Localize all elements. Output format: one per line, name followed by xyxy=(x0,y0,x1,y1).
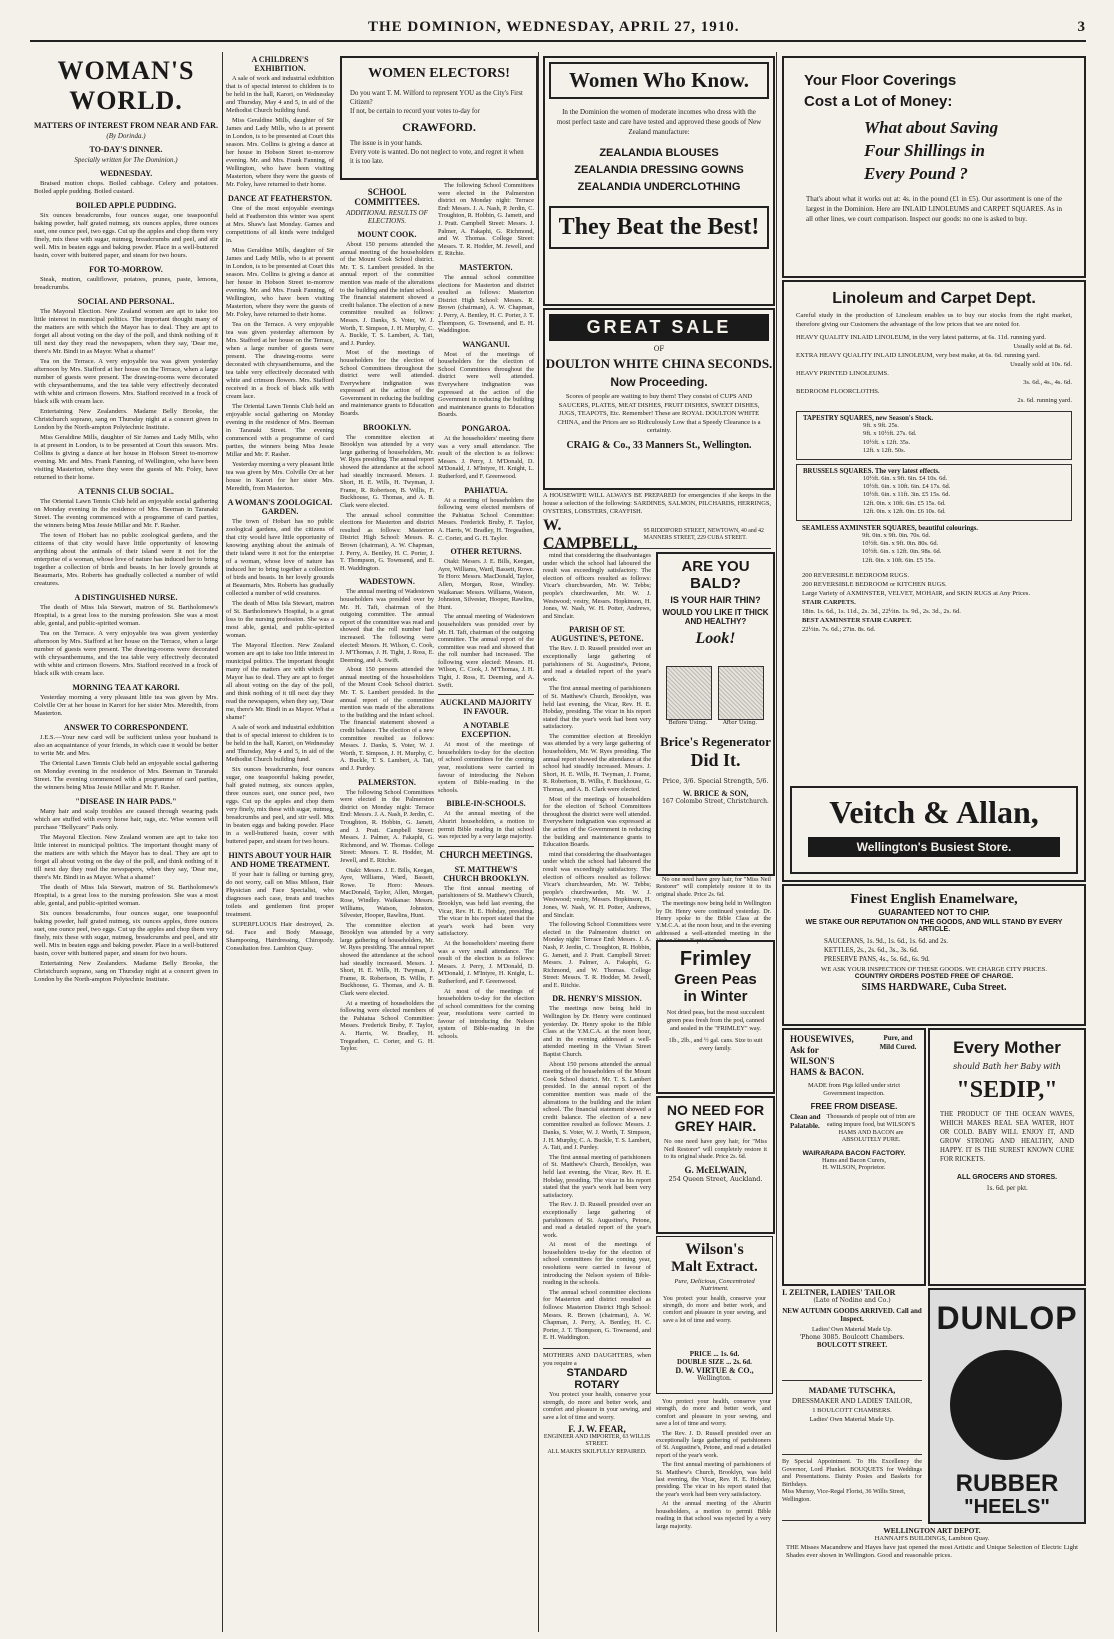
church-text: mind that considering the disadvantages under which the school had laboured the result was exceedingly satisfactory. The election of officers resulted as follows: Vicar's churchwarden, Mr. W. Tebbs; people's churchwarden, Mr. W. J. Westwood; vestry, Messrs. Hopkinson, H. Jones, W. Nash, W. H. Potter, Andrews, and Sinclair. xyxy=(543,552,651,620)
campbell-name: W. CAMPBELL, xyxy=(543,517,638,553)
dunlop-ad xyxy=(928,1288,1086,1524)
school-text: At a meeting of householders the following were elected members of the Pahiatua School Committee: Messrs. Frederick Bruby, F. Taylor, A. Harris, W. Bradley, H. Tregeathen, C. Corter, and G. H. Taylor. xyxy=(438,496,534,542)
hw-h1: HOUSEWIVES, xyxy=(790,1034,854,1044)
veitch-tag: Wellington's Busiest Store. xyxy=(808,837,1060,857)
womans-world-column-2 xyxy=(226,50,334,1630)
personal-text: Tea on the Terrace. A very enjoyable tea was given yesterday afternoon by Mrs. Stafford at her house on the Terrace, when a large number of guests were present. The drawing-rooms were decorated with chrysanthemums, and the tea table very effectively decorated with white and crimson flowers. Mrs. Stafford received in a frock of black silk with cream lace. xyxy=(226,321,334,400)
wwk-items xyxy=(545,145,773,196)
tail-text: The Rev. J. D. Russell presided over an exceptionally large gathering of parishioners of St. Augustine's, Petone, and read a detailed report of the year's work. xyxy=(656,1429,771,1459)
electors-title: WOMEN ELECTORS! xyxy=(368,66,510,81)
tennis-text: The Oriental Lawn Tennis Club held an enjoyable social gathering on Monday evening in the residence of Mrs. Beeman in Taranaki Street. The evening commenced with a programme of card parties, the winners being Miss Jessie Millar and Mr. F. Rasher. xyxy=(34,498,218,529)
lino-line: HEAVY QUALITY INLAID LINOLEUM, in the very latest patterns, at 6s. 11d. running yard. xyxy=(796,334,1047,341)
floor-coverings-ad xyxy=(782,56,1086,278)
parish-text: The first annual meeting of parishioners of St. Matthew's Church, Brooklyn, was held last evening, the Vicar, Rev. H. E. Hobday, presiding. The vicar in his report stated that the year's work had been very satisfactory. xyxy=(543,685,651,731)
school-text: The annual school committee elections for Masterton and district resulted as follows: Masterton District High School: Messrs. R. Brown (chairman), A. W. Chapman, J. Perry, A. Bentley, H. C. Porter, J. T. Thompson, G. Townsend, and E. H. Waddington. xyxy=(438,273,534,335)
zeltner-ad xyxy=(782,1288,922,1381)
stair-heading: STAIR CARPETS. xyxy=(802,599,856,607)
school-text: The committee election at Brooklyn was attended by a very large gathering of householders, Mr. W. Ryes presiding. The annual report showed the attendance at the school had steadily increased. Messrs. J. Short, H. E. Wills, H. Twyman, J. Frame, R. Robertson, B. Willis, F. Buckhouse, G. Thomas, and A. B. Clark were elected. xyxy=(340,921,434,998)
wwk-footer: They Beat the Best! xyxy=(549,206,769,249)
school-text: Most of the meetings of householders for the election of School Committees throughout the district were well attended. Everywhere indignation was expressed at the action of the Government in reducing the building and maintenance grants to Education Boards. xyxy=(340,349,434,418)
brussels-item: 12ft. 0in. x 12ft. 0in. £6 10s. 6d. xyxy=(863,508,946,516)
stair-prices: 18in. 1s. 6d., 1s. 11d., 2s. 3d., 22½in. 1s. 9d., 2s. 3d., 2s. 6d. xyxy=(802,608,961,616)
enamelware-ad xyxy=(782,884,1086,1026)
brussels-item: 10½ft. 6in. x 9ft. 6in. £4 10s. 6d. xyxy=(863,474,948,482)
frimley-text: Not dried peas, but the most succulent green peas fresh from the pod, canned and sealed in the "FRIMLEY" way. xyxy=(666,1009,765,1032)
schools-title: SCHOOL COMMITTEES. xyxy=(354,187,420,207)
tail-column xyxy=(656,1398,771,1630)
personal-text: The Oriental Lawn Tennis Club held an enjoyable social gathering on Monday evening in the residence of Mrs. Beeman in Taranaki Street. The evening commenced with a programme of card parties, the winners being Miss Jessie Millar and Mr. F. Rasher. xyxy=(226,403,334,458)
page-number: 3 xyxy=(1077,18,1086,35)
school-heading: PONGAROA. xyxy=(461,424,511,434)
school-text: Otaki: Messrs. J. E. Bills, Keegan, Ayre, Williams, Ward, Bassett, Rowe. Te Horo: Messrs. MacDonald, Taylor, Allen, Morgan, Rose, Windley. Waikanae: Messrs. Williams, Watson, Johnston, Silvester, Hooper, Rawlins, Hunt. xyxy=(438,558,534,611)
column-rule xyxy=(538,52,539,1632)
nurse-text: The death of Miss Isla Stewart, matron of St. Bartholomew's Hospital, is a great loss to the nursing profession. She was a most able, genial, and public-spirited woman. xyxy=(34,604,218,627)
school-text: Otaki: Messrs. J. E. Bills, Keegan, Ayre, Williams, Ward, Bassett, Rowe. Te Horo: Messrs. MacDonald, Taylor, Allen, Morgan, Rose, Windley. Waikanae: Messrs. Williams, Watson, Johnston, Silvester, Hooper, Rawlins, Hunt. xyxy=(340,866,434,920)
electors-line: The issue is in your hands. xyxy=(350,140,423,147)
bible-text: At the annual meeting of the Ahuriri householders, a motion to permit Bible reading in that school was rejected by a very large majority. xyxy=(438,810,534,841)
malt-price: PRICE ... 1s. 6d. xyxy=(689,1350,740,1358)
electors-candidate: CRAWFORD. xyxy=(402,120,476,134)
parish-text: Most of the meetings of householders for the election of School Committees throughout the district were well attended. Everywhere indignation was expressed at the action of the Government in reducing the building and maintenance grants to Education Boards. xyxy=(543,795,651,849)
campbell-text: A HOUSEWIFE WILL ALWAYS BE PREPARED for emergencies if she keeps in the house a selection of the following: SARDINES, SALMON, PILCHARDS, HERRINGS, OYSTERS, LOBSTERS, CRAYFISH. xyxy=(543,492,771,515)
floor-text: That's about what it works out at: 4s. in the pound (£1 in £5). Our assortment is one of the largest in the Dominion. Here are INLAID LINOLEUMS and CARPET SQUARES. As in all other lines, we court comparison. Inspect our goods: no one is asked to buy. xyxy=(806,195,1062,223)
art-title: WELLINGTON ART DEPOT. xyxy=(883,1526,981,1535)
school-heading: BROOKLYN. xyxy=(363,422,411,432)
electors-line: Do you want T. M. Wilford to represent YOU as the City's First Citizen? xyxy=(350,90,523,106)
tennis-heading: A TENNIS CLUB SOCIAL. xyxy=(78,487,174,496)
hints-heading: HINTS ABOUT YOUR HAIR AND HOME TREATMENT. xyxy=(228,851,332,869)
social-heading: SOCIAL AND PERSONAL. xyxy=(77,297,175,306)
art-text: THE Misses Macandrew and Hayes have just opened the most Artistic and Unique Selection of Electric Light Shades ever shown in Wellington. Good and reasonable prices. xyxy=(786,1544,1078,1560)
best-axminster: BEST AXMINSTER STAIR CARPET. xyxy=(802,617,912,625)
brussels-item: 12ft. 0in. x 10ft. 6in. £5 15s. 6d. xyxy=(863,499,946,507)
sedip-title: Every Mother xyxy=(953,1038,1061,1057)
social-text: The Mayoral Election. New Zealand women are apt to take too little interest in municipal politics. The important thought many of the matters are with which the Mayor has to deal. They are apt to forget all about voting on the day of the poll, and think nothing of it till next day they read the newspapers, when they say, 'Dear me, there's Mr. Bindi in as Mayor. What a shame!' xyxy=(34,308,218,355)
heel-icon xyxy=(950,1350,1062,1460)
zeltner-phone: 'Phone 3085. Boulcott Chambers. xyxy=(799,1333,905,1341)
tutschka-ad xyxy=(782,1386,922,1455)
floor-line2: Cost a Lot of Money: xyxy=(804,93,953,110)
frimley-sizes: 1lb., 2lb., and ½ gal. cans. Size to suit every family. xyxy=(668,1037,763,1052)
masthead-title: THE DOMINION, WEDNESDAY, APRIL 27, 1910. xyxy=(367,18,740,35)
tutschka-name: MADAME TUTSCHKA, xyxy=(808,1386,896,1395)
wwk-item: ZEALANDIA BLOUSES xyxy=(599,147,719,159)
lino-line: EXTRA HEAVY QUALITY INLAID LINOLEUM, very best make, at 6s. 6d. running yard. xyxy=(796,352,1040,359)
sedip-name: "SEDIP," xyxy=(956,1077,1058,1103)
dinner-sub: Specially written for The Dominion.) xyxy=(74,156,178,164)
pudding-text: Six ounces breadcrumbs, four ounces sugar, one teaspoonful baking powder, half grated nutmeg, six ounces apples, three ounces suet, one ounce peel, two eggs. Cut up the apples and chop them very finely, mix these with sugar, nutmeg, breadcrumbs and peel, and stir well. Mix in beaten eggs and baking powder. Place in a well-buttered basin, cover with buttered paper, and steam for two hours. xyxy=(34,212,218,259)
lino-line-price: Usually sold at 8s. 6d. xyxy=(1013,343,1072,350)
malt-sub: Malt Extract. xyxy=(671,1259,758,1275)
grey-title: NO NEED FOR GREY HAIR. xyxy=(666,1102,765,1134)
sale-of: OF xyxy=(653,345,665,353)
standard-title: STANDARD ROTARY xyxy=(566,1367,628,1392)
school-heading: MASTERTON. xyxy=(459,262,513,272)
bible-heading: BIBLE-IN-SCHOOLS. xyxy=(446,799,526,809)
school-heading: WADESTOWN. xyxy=(359,577,415,587)
zoo-heading: A WOMAN'S ZOOLOGICAL GARDEN. xyxy=(227,498,333,516)
electors-line: If not, be certain to record your votes to-day for xyxy=(350,108,480,115)
wwk-item: ZEALANDIA DRESSING GOWNS xyxy=(574,164,744,176)
large-variety: Large Variety of AXMINSTER, VELVET, MOHAIR, and SKIN RUGS at Any Prices. xyxy=(802,590,1031,598)
hw-h4: HAMS & BACON. xyxy=(790,1067,864,1077)
tapestry-item: 12ft. x 12ft. 50s. xyxy=(863,447,906,455)
malt-title: Wilson's xyxy=(685,1241,744,1258)
womans-world-subtitle: MATTERS OF INTEREST FROM NEAR AND FAR. xyxy=(34,121,218,130)
floor-line1: Your Floor Coverings xyxy=(804,72,957,89)
hw-side2: Clean and Palatable. xyxy=(790,1113,821,1130)
great-sale-ad xyxy=(543,308,775,490)
bald-did: Did It. xyxy=(690,750,741,770)
enamel-line: KETTLES, 2s., 2s. 6d., 3s., 3s. 6d. xyxy=(824,947,919,954)
corr-text: The Oriental Lawn Tennis Club held an enjoyable social gathering on Monday evening in the residence of Mrs. Beeman in Taranaki Street. The evening commenced with a programme of card parties, the winners being Miss Jessie Millar and Mr. F. Rasher. xyxy=(34,760,218,791)
dinner-menu: Braised mutton chops. Boiled cabbage. Celery and potatoes. Boiled apple pudding. Boiled custard. xyxy=(34,180,218,195)
tapestry-item: 10½ft. x 12ft. 35s. xyxy=(863,438,911,446)
standard-tag: ENGINEER AND IMPORTER, 63 WILLIS STREET. xyxy=(543,1433,651,1448)
hair-text: Entertaining New Zealanders. Madame Belly Brooke, the Christchurch soprano, sang on Thursday night at a concert given in London by the North-ampton Polytechnic Institute. xyxy=(34,960,218,983)
frimley-sub1: Green Peas xyxy=(674,971,757,988)
church-text: The first annual meeting of parishioners of St. Matthew's Church, Brooklyn, was held last evening, the Vicar, Rev. H. E. Hobday, presiding. The vicar in his report stated that the year's work had been very satisfactory. xyxy=(438,884,534,938)
frimley-sub2: in Winter xyxy=(683,988,748,1005)
hints-text: If your hair is falling or turning grey, do not worry, call on Miss Milson, Hair Physician and Face Specialist, who diagnoses each case, treats and teaches toilets and gentlemen first proper treatment. xyxy=(226,871,334,918)
tapestry-heading: TAPESTRY SQUARES, new Season's Stock. xyxy=(803,415,934,422)
church-text: At the householders' meeting there was a very small attendance. The result of the election is as follows: Messrs. J. Perry, J. M'Donald, D. M'Donald, J. M'Intyre, H. Knight, L. Rutherford, and F. Greenwood. xyxy=(438,939,534,985)
electors-body xyxy=(342,85,536,170)
brussels-item: 10½ft. 6in. x 11ft. 3in. £5 15s. 6d. xyxy=(863,491,951,499)
regenerator-text: No one need have grey hair, for "Miss Neil Restorer" will completely restore it to its original shade. Price 2s. 6d. xyxy=(656,876,771,898)
enamel-line: SAUCEPANS, 1s. 9d., 1s. 6d., 1s. 6d. and 2s. xyxy=(824,938,948,945)
seamless-item: 9ft. 0in. x 9ft. 0in. 70s. 6d. xyxy=(862,531,931,539)
church-text: At most of the meetings of householders to-day for the election of school committees for the coming year, resolutions were carried in favour of introducing the Nelson system of Bible-reading in the schools. xyxy=(438,987,534,1041)
hw-owner: H. WILSON, Proprietor. xyxy=(822,1164,886,1172)
enamel-title: Finest English Enamelware, xyxy=(850,892,1018,907)
tennis-text: The town of Hobart has no public zoological gardens, and the citizens of that city would have little opportunity of knowing anything about the animals of their island were it not for the enterprise of a woman, whose love of nature has induced her to bring together a collection of birds and beasts. In her lovely grounds at Beaumaris, Mrs. Roberts has gradually collected a number of wild creatures. xyxy=(34,532,218,587)
mission-text: The annual school committee elections for Masterton and district resulted as follows: Masterton District High School: Messrs. R. Brown (chairman), A. W. Chapman, J. Perry, A. Bentley, H. C. Porter, J. T. Thompson, G. Townsend, and E. H. Waddington. xyxy=(543,1288,651,1342)
dinner-day: WEDNESDAY. xyxy=(99,169,153,178)
bald-product: Brice's Regenerator xyxy=(660,734,771,749)
featherston-text: One of the most enjoyable evenings held at Featherston this winter was spent at Mrs. Shaw's last Monday. Games and competitions of all kinds were indulged in. xyxy=(226,205,334,244)
sale-firm: CRAIG & Co., 33 Manners St., Wellington. xyxy=(566,439,752,451)
veitch-name: Veitch & Allan, xyxy=(829,794,1039,830)
standard-text: You protect your health, conserve your strength, do more and better work, and comfort and pleasure in your sewing, and save a lot of time and worry. xyxy=(543,1391,651,1421)
school-heading: PALMERSTON. xyxy=(358,777,416,787)
parish-text: The committee election at Brooklyn was attended by a very large gathering of householders, Mr. W. Ryes presiding. The annual report showed the attendance at the school had steadily increased. Messrs. J. Short, H. E. Wills, H. Twyman, J. Frame, R. Robertson, B. Willis, F. Buckhouse, G. Thomas, and A. B. Clark were elected. xyxy=(543,732,651,794)
school-text: Most of the meetings of householders for the election of School Committees throughout the district were well attended. Everywhere indignation was expressed at the action of the Government in reducing the building and maintenance grants to Education Boards. xyxy=(438,350,534,419)
enamel-country: COUNTRY ORDERS POSTED FREE OF CHARGE. xyxy=(854,973,1014,980)
malt-text: You protect your health, conserve your strength, do more and better work, and comfort and pleasure in your sewing, and save a lot of time and worry. xyxy=(663,1296,766,1324)
dunlop-title: DUNLOP xyxy=(936,1300,1078,1336)
bald-price: Price, 3/6. Special Strength, 5/6. xyxy=(662,777,769,785)
art-depot-ad xyxy=(782,1526,1082,1630)
auckland-heading: AUCKLAND MAJORITY IN FAVOUR. xyxy=(438,694,534,716)
standard-firm: F. J. W. FEAR, xyxy=(568,1423,626,1434)
school-heading: OTHER RETURNS. xyxy=(450,547,522,557)
tail-text: At the annual meeting of the Ahuriri householders, a motion to permit Bible reading in that school was rejected by a very large majority. xyxy=(656,1500,771,1530)
karori-heading: MORNING TEA AT KARORI. xyxy=(72,683,180,692)
hair-text: Many hair and scalp troubles are caused through wearing pads which are stuffed with every horse hair, rags, etc. Wise women will purchase "Bellycare" Pads only. xyxy=(34,808,218,831)
bald-address: 167 Colombo Street, Christchurch. xyxy=(662,798,769,805)
social-text: Tea on the Terrace. A very enjoyable tea was given yesterday afternoon by Mrs. Stafford at her house on the Terrace, when a large number of guests were present. The drawing-rooms were decorated with chrysanthemums, and the tea table very effectively decorated with white and crimson flowers. Mrs. Stafford received in a frock of black silk with cream lace. xyxy=(34,358,218,405)
standard-tag2: ALL MAKES SKILFULLY REPAIRED. xyxy=(547,1448,647,1455)
hw-h2: Ask for xyxy=(790,1045,819,1055)
church-column xyxy=(543,552,651,1630)
zeltner-sub: (Late of Nodine and Co.) xyxy=(813,1297,891,1304)
school-text: About 150 persons attended the annual meeting of the householders of the Mount Cook School district. Mr. T. S. Lambert presided. In the annual report of the committee mention was made of the alterations to the building and the infant school. The financial statement showed a credit balance. The election of a new committee resulted as follows: Messrs. J. Danks, S. Voter, W. J. Worth, T. Simpson, J. H. Murphy, C. A. Buckle, T. S. Lambert, A. Tait, and J. Purdey. xyxy=(340,666,434,772)
best-axminster-price: 22½in. 7s. 6d.; 27in. 8s. 6d. xyxy=(802,626,876,634)
grey-address: 254 Queen Street, Auckland. xyxy=(668,1174,763,1183)
frimley-ad xyxy=(656,940,775,1094)
wilsons-malt-ad xyxy=(656,1236,773,1394)
mission-text: About 150 persons attended the annual meeting of the householders of the Mount Cook School district. Mr. T. S. Lambert presided. In the annual report of the committee mention was made of the alterations to the building and the infant school. The financial statement showed a credit balance. The election of a new committee resulted as follows: Messrs. J. Danks, S. Voter, W. J. Worth, T. Simpson, J. H. Murphy, C. A. Buckle, T. S. Lambert, A. Tait, and J. Purdey. xyxy=(543,1060,651,1152)
dunlop-heels: "HEELS" xyxy=(964,1496,1050,1518)
tutschka-text: Ladies' Own Material Made Up. xyxy=(809,1416,895,1423)
grey-hair-ad xyxy=(656,1096,775,1234)
personal-text: Miss Geraldine Mills, daughter of Sir James and Lady Mills, who is at present in London, is to be presented at Court this season. Mrs. Collins is giving a dance at her house in Hobson Street to-morrow evening. Mr. and Mrs. Frank Fanning, of Wellington, who have been visiting Masterton, where they were the guests of Mr. Foley, have returned to their home. xyxy=(226,247,334,318)
schools-subtitle: ADDITIONAL RESULTS OF ELECTIONS. xyxy=(346,209,428,225)
sedip-stores: ALL GROCERS AND STORES. xyxy=(956,1174,1058,1181)
after-photo xyxy=(718,666,764,720)
school-heading: WANGANUI. xyxy=(462,339,510,349)
schools-column-2 xyxy=(438,182,534,1630)
seamless-item: 10½ft. 6in. x 9ft. 0in. 80s. 6d. xyxy=(862,540,939,548)
malt-city: Wellington. xyxy=(697,1375,732,1382)
school-text: At the householders' meeting there was a very small attendance. The result of the election is as follows: Messrs. J. Perry, J. M'Donald, D. M'Donald, J. M'Intyre, H. Knight, L. Rutherford, and F. Greenwood. xyxy=(438,435,534,480)
notable-heading: A NOTABLE EXCEPTION. xyxy=(461,721,511,740)
womans-world-title: WOMAN'S WORLD. xyxy=(57,56,195,115)
column-rule xyxy=(222,52,223,1632)
school-heading: PAHIATUA. xyxy=(464,485,508,495)
rev-rugs: 200 REVERSIBLE BEDROOM RUGS. xyxy=(802,572,909,580)
lino-text: Careful study in the production of Linoleum enables us to buy our stocks from the right market, therefore giving our Customers the advantage of the low prices that we are noted for. xyxy=(796,312,1072,328)
seamless-item: 12ft. 0in. x 10ft. 6in. £5 15s. xyxy=(862,556,935,564)
zoo-text: The death of Miss Isla Stewart, matron of St. Bartholomew's Hospital, is a great loss to the nursing profession. She was a most able, genial, and public-spirited woman. xyxy=(226,600,334,639)
karori-text: Yesterday morning a very pleasant little tea was given by Mrs. Colville Orr at her house in Karori for her sister Mrs. Meredith, from Masterton. xyxy=(34,694,218,717)
hw-text: MADE from Pigs killed under strict Government inspection. xyxy=(807,1082,901,1097)
regenerator-text xyxy=(656,876,771,945)
social-text: Entertaining New Zealanders. Madame Belly Brooke, the Christchurch soprano, sang on Thursday night at a concert given in London by the North-ampton Polytechnic Institute. xyxy=(34,408,218,431)
social-text: Miss Geraldine Mills, daughter of Sir James and Lady Mills, who is at present in London, is to be presented at Court this season. Mrs. Collins is giving a dance at her house in Hobson Street to-morrow evening. Mr. and Mrs. Frank Fanning, of Wellington, who have been visiting Masterton, where they were the guests of Mr. Foley, have returned to their home. xyxy=(34,434,218,481)
zeltner-text: NEW AUTUMN GOODS ARRIVED. Call and Inspect. xyxy=(782,1307,922,1323)
grey-firm: G. McELWAIN, xyxy=(684,1164,747,1175)
hw-h3: WILSON'S xyxy=(790,1056,835,1066)
zeltner-name: I. ZELTNER, LADIES' TAILOR xyxy=(782,1288,896,1297)
bald-firm: W. BRICE & SON, xyxy=(682,789,749,798)
lino-line-price: Usually sold at 10s. 6d. xyxy=(1010,361,1072,368)
seamless-item: 10½ft. 6in. x 12ft. 0in. 98s. 6d. xyxy=(862,548,942,556)
sedip-ad xyxy=(928,1028,1086,1286)
floor-q3: Every Pound ? xyxy=(864,164,968,183)
sale-now: Now Proceeding. xyxy=(610,375,708,389)
hair-text: Six ounces breadcrumbs, four ounces sugar, one teaspoonful baking powder, half grated nutmeg, six ounces apples, three ounces suet, one ounce peel, two eggs. Cut up the apples and chop them very finely, mix these with sugar, nutmeg, breadcrumbs and peel, and stir well. Mix in beaten eggs and baking powder. Place in a well-buttered basin, cover with buttered paper, and steam for two hours. xyxy=(34,910,218,957)
tapestry-item: 9ft. x 9ft. 25s. xyxy=(863,422,899,429)
wwk-item: ZEALANDIA UNDERCLOTHING xyxy=(577,181,741,193)
enamel-inspect: WE ASK YOUR INSPECTION OF THESE GOODS. WE CHARGE CITY PRICES. xyxy=(820,966,1048,973)
brussels-box xyxy=(796,464,1072,521)
tomorrow-heading: FOR TO-MORROW. xyxy=(89,265,163,274)
seamless-box xyxy=(796,525,1072,566)
bald-look: Look! xyxy=(695,630,736,647)
lino-line: BEDROOM FLOORCLOTHS. xyxy=(796,388,880,395)
lino-line-price: 2s. 6d. running yard. xyxy=(1017,397,1072,404)
sedip-sub: should Bath her Baby with xyxy=(953,1062,1061,1071)
brussels-heading: BRUSSELS SQUARES. The very latest effects. xyxy=(803,467,940,475)
women-who-know-ad xyxy=(543,56,775,306)
sale-text: Scores of people are waiting to buy them! They consist of CUPS AND SAUCERS, PLATES, MEAT DISHES, FRUIT DISHES, SWEET DISHES, JUGS, TEAPOTS, Etc. Remember! These are ROYAL DOULTON WHITE CHINA, and the Prices are so Ridiculously Low that a Speedy Clearance is a certainty. xyxy=(557,393,761,434)
before-photo xyxy=(666,666,712,720)
parish-text: The following School Committees were elected in the Palmerston district on Monday night: Terrace End: Messrs. J. A. Nash, P. Jerdin, C. Troughton, R. Hobbin, G. Jamett, and J. Pratt. Campbell Street: Messrs. J. Palmer, A. Fakaphi, G. Richmond, and W. Thomas. College Street: Messrs. T. R. Hodder, M. Jewell, and E. Ritchie. xyxy=(543,921,651,989)
sale-item: DOULTON WHITE CHINA SECONDS. xyxy=(545,356,773,371)
sale-title: GREAT SALE xyxy=(549,314,769,341)
zoo-text: Six ounces breadcrumbs, four ounces sugar, one teaspoonful baking powder, half grated nutmeg, six ounces apples, three ounces suet, one ounce peel, two eggs. Cut up the apples and chop them very finely, mix these with sugar, nutmeg, breadcrumbs and peel, and stir well. Mix in beaten eggs and baking powder. Place in a well-buttered basin, cover with buttered paper, and steam for two hours. xyxy=(226,766,334,845)
zeltner-addr: BOULCOTT STREET. xyxy=(816,1340,888,1349)
frimley-title: Frimley xyxy=(679,948,752,970)
sedip-price: 1s. 6d. per pkt. xyxy=(986,1184,1028,1192)
school-text: The annual meeting of Wadestown householders was presided over by Mr. H. Taft, chairman of the outgoing committee. The annual report of the committee was read and showed that the roll number had increased. The following were elected: Messrs. H. Wilson, C. Cook, J. M'Thomas, J. H. Tight, J. Ross, E. Deeming, and A. Swift. xyxy=(340,588,434,664)
corr-text: J.E.S.—Your new card will be sufficient unless your husband is also an acquaintance of your friends, in which case it would be better to write Mr. and Mrs. xyxy=(34,734,218,757)
women-electors-ad xyxy=(340,56,538,180)
dunlop-rubber: RUBBER xyxy=(955,1470,1059,1497)
florist-text: By Special Appointment. To His Excellency the Governor, Lord Plunket. BOUQUETS for Weddings and Presentations. Dainty Posies and Baskets for Birthdays. xyxy=(782,1458,922,1488)
school-heading: MOUNT COOK. xyxy=(357,230,417,239)
parish-heading: PARISH OF ST. AUGUSTINE'S, PETONE. xyxy=(550,625,644,644)
art-sub: HANNAH'S BUILDINGS, Lambton Quay. xyxy=(874,1535,990,1542)
housewives-ad xyxy=(782,1028,926,1286)
hw-side: Pure, and Mild Cured. xyxy=(879,1034,917,1051)
hw-props: Hams and Bacon Curers, xyxy=(822,1157,886,1165)
bald-title: ARE YOU BALD? xyxy=(681,558,750,592)
mission-heading: DR. HENRY'S MISSION. xyxy=(552,994,642,1004)
standard-ad xyxy=(543,1348,651,1456)
church-heading: CHURCH MEETINGS. xyxy=(438,846,534,860)
veitch-banner xyxy=(790,786,1078,874)
dinner-heading: TO-DAY'S DINNER. xyxy=(89,145,163,154)
malt-firm: D. W. VIRTUE & CO., xyxy=(675,1366,754,1375)
church-sub: ST. MATTHEW'S CHURCH BROOKLYN. xyxy=(443,864,529,883)
sedip-text: THE PRODUCT OF THE OCEAN WAVES, WHICH MAKES REAL SEA WATER, HOT OR COLD. BABY WILL ENJOY IT, AND GROW STRONG AND HEALTHY, AND HAPPY. IT IS THE SUREST KNOWN CURE FOR RICKETS. xyxy=(940,1111,1074,1163)
malt-double: DOUBLE SIZE ... 2s. 6d. xyxy=(677,1358,752,1366)
personal-text: Yesterday morning a very pleasant little tea was given by Mrs. Colville Orr at her house in Karori for her sister Mrs. Meredith, from Masterton. xyxy=(226,461,334,492)
campbell-address: 95 RIDDIFORD STREET, NEWTOWN, 40 and 42 MANNERS STREET, 229 CUBA STREET. xyxy=(643,528,764,542)
tutschka-addr: 1 BOULCOTT CHAMBERS. xyxy=(812,1407,892,1414)
parish-text: The Rev. J. D. Russell presided over an exceptionally large gathering of parishioners of St. Augustine's, Petone, and read a detailed report of the year's work. xyxy=(543,645,651,683)
seamless-heading: SEAMLESS AXMINSTER SQUARES, beautiful colourings. xyxy=(802,524,979,532)
standard-intro: MOTHERS AND DAUGHTERS, when you require a xyxy=(543,1352,651,1367)
enamel-guarantee: GUARANTEED NOT TO CHIP. xyxy=(878,908,990,917)
pudding-heading: BOILED APPLE PUDDING. xyxy=(75,201,177,210)
before-caption: Before Using. xyxy=(668,720,708,726)
linoleum-ad xyxy=(782,280,1086,882)
school-text: The annual meeting of Wadestown householders was presided over by Mr. H. Taft, chairman of the outgoing committee. The annual report of the committee was read and showed that the roll number had increased. The following were elected: Messrs. H. Wilson, C. Cook, J. M'Thomas, J. H. Tight, J. Ross, E. Deeming, and A. Swift. xyxy=(438,613,534,689)
notable-text: At most of the meetings of householders to-day for the election of school committees for the coming year, resolutions were carried in favour of introducing the Nelson system of Bible-reading in the schools. xyxy=(438,741,534,794)
hair-text: The Mayoral Election. New Zealand women are apt to take too little interest in municipal politics. The important thought many of the matters are with which the Mayor has to deal. They are apt to forget all about voting on the day of the poll, and think nothing of it till next day they read the newspapers, when they say, 'Dear me, there's Mr. Bindi in as Mayor. What a shame!' xyxy=(34,834,218,881)
nurse-text: Tea on the Terrace. A very enjoyable tea was given yesterday afternoon by Mrs. Stafford at her house on the Terrace, when a large number of guests were present. The drawing-rooms were decorated with chrysanthemums, and the tea table very effectively decorated with white and crimson flowers. Mrs. Stafford received in a frock of black silk with cream lace. xyxy=(34,630,218,677)
lino-line: HEAVY PRINTED LINOLEUMS. xyxy=(796,370,889,377)
lino-title: Linoleum and Carpet Dept. xyxy=(832,290,1036,307)
campbell-ad xyxy=(543,492,771,553)
mission-text: The Rev. J. D. Russell presided over an exceptionally large gathering of parishioners of St. Augustine's, Petone, and read a detailed report of the year's work. xyxy=(543,1201,651,1239)
mission-text: The meetings now being held in Wellington by Dr. Henry were continued yesterday. Dr. Henry spoke to the Bible Class at the Y.M.C.A. at the noon hour, and in the evening addressed a well-attended meeting in the Vivian Street Baptist Church. xyxy=(543,1005,651,1059)
tapestry-item: 9ft. x 10½ft. 27s. 6d. xyxy=(863,430,917,438)
tapestry-box xyxy=(796,411,1072,460)
tomorrow-text: Steak, mutton, cauliflower, potatoes, prunes, paste, lemons, breadcrumbs. xyxy=(34,276,218,291)
bald-q2: WOULD YOU LIKE IT THICK AND HEALTHY? xyxy=(662,608,769,626)
zeltner-body: Ladies' Own Material Made Up. xyxy=(812,1326,892,1333)
malt-tag: Pure, Delicious, Concentrated Nutriment. xyxy=(674,1278,755,1292)
hw-free: FREE FROM DISEASE. xyxy=(810,1102,898,1111)
school-text: The following School Committees were elected in the Palmerston district on Monday night: Terrace End: Messrs. J. A. Nash, P. Jerdin, C. Troughton, R. Hobbin, G. Jamett, and J. Pratt. Campbell Street: Messrs. J. Palmer, A. Fakaphi, G. Richmond, and W. Thomas. College Street: Messrs. T. R. Hodder, M. Jewell, and E. Ritchie. xyxy=(340,788,434,864)
rev-rugs: 200 REVERSIBLE BEDROOM or KITCHEN RUGS. xyxy=(802,581,947,589)
parish-text: mind that considering the disadvantages under which the school had laboured the result was exceedingly satisfactory. The election of officers resulted as follows: Vicar's churchwarden, Mr. W. Tebbs; people's churchwarden, Mr. W. J. Westwood; vestry, Messrs. Hopkinson, H. Jones, W. Nash, W. H. Potter, Andrews, and Sinclair. xyxy=(543,850,651,919)
zoo-text: The town of Hobart has no public zoological gardens, and the citizens of that city would have little opportunity of knowing anything about the animals of their island were it not for the enterprise of a woman, whose love of nature has induced her to bring together a collection of birds and beasts. In her lovely grounds at Beaumaris, Mrs. Roberts has gradually collected a number of wild creatures. xyxy=(226,518,334,597)
column-rule xyxy=(776,52,777,1632)
tail-text: You protect your health, conserve your strength, do more and better work, and comfort and pleasure in your sewing, and save a lot of time and worry. xyxy=(656,1398,771,1428)
school-text: About 150 persons attended the annual meeting of the householders of the Mount Cook School district. Mr. T. S. Lambert presided. In the annual report of the committee mention was made of the alterations to the building and the infant school. The financial statement showed a credit balance. The election of a new committee resulted as follows: Messrs. J. Danks, S. Voter, W. J. Worth, T. Simpson, J. H. Murphy, C. A. Buckle, T. S. Lambert, A. Tait, and J. Purdey. xyxy=(340,241,434,347)
womans-world-byline: (By Dorinda.) xyxy=(106,132,146,140)
hw-text2: Thousands of people out of trim are eating impure food, but WILSON'S HAMS AND BACON are ABSOLUTELY PURE. xyxy=(826,1113,916,1144)
regenerator-text: The meetings now being held in Wellington by Dr. Henry were continued yesterday. Dr. Henry spoke to the Bible Class at the Y.M.C.A. at the noon hour, and in the evening addressed a well-attended meeting in the Vivian Street Baptist Church. xyxy=(656,900,771,945)
lino-line-price: 3s. 6d., 4s., 4s. 6d. xyxy=(1023,379,1072,386)
children-text: Miss Geraldine Mills, daughter of Sir James and Lady Mills, who is at present in London, is to be presented at Court this season. Mrs. Collins is giving a dance at her house in Hobson Street to-morrow evening. Mr. and Mrs. Frank Fanning, of Wellington, who have been visiting Masterton, where they were the guests of Mr. Foley, have returned to their home. xyxy=(226,117,334,188)
schools-column-1 xyxy=(340,182,434,1630)
bald-ad xyxy=(656,552,775,876)
mission-text: At most of the meetings of householders to-day for the election of school committees for the coming year, resolutions were carried in favour of introducing the Nelson system of Bible-reading in the schools. xyxy=(543,1241,651,1287)
floor-q2: Four Shillings in xyxy=(864,141,985,160)
school-text: The following School Committees were elected in the Palmerston district on Monday night: Terrace End: Messrs. J. A. Nash, P. Jerdin, C. Troughton, R. Hobbin, G. Jamett, and J. Pratt. Campbell Street: Messrs. J. Palmer, A. Fakaphi, G. Richmond, and W. Thomas. College Street: Messrs. T. R. Hodder, M. Jewell, and E. Ritchie. xyxy=(438,182,534,258)
wwk-text: In the Dominion the women of moderate incomes who dress with the most perfect taste and care have tested and approved these goods of New Zealand manufacture: xyxy=(556,108,762,136)
hair-heading: "DISEASE IN HAIR PADS." xyxy=(75,797,177,806)
tail-text: The first annual meeting of parishioners of St. Matthew's Church, Brooklyn, was held last evening, the Vicar, Rev. H. E. Hobday, presiding. The vicar in his report stated that the year's work had been very satisfactory. xyxy=(656,1461,771,1498)
zoo-text: The Mayoral Election. New Zealand women are apt to take too little interest in municipal politics. The important thought many of the matters are with which the Mayor has to deal. They are apt to forget all about voting on the day of the poll, and think nothing of it till next day they read the newspapers, when they say, 'Dear me, there's Mr. Bindi in as Mayor. What a shame!' xyxy=(226,642,334,721)
school-text: The committee election at Brooklyn was attended by a very large gathering of householders, Mr. W. Ryes presiding. The annual report showed the attendance at the school had steadily increased. Messrs. J. Short, H. E. Wills, H. Twyman, J. Frame, R. Robertson, B. Willis, F. Buckhouse, G. Thomas, and A. B. Clark were elected. xyxy=(340,433,434,509)
school-text: The annual school committee elections for Masterton and district resulted as follows: Masterton District High School: Messrs. R. Brown (chairman), A. W. Chapman, J. Perry, A. Bentley, H. C. Porter, J. T. Thompson, G. Townsend, and E. H. Waddington. xyxy=(340,511,434,572)
children-text: A sale of work and industrial exhibition that is of special interest to children is to be held in the hall, Karori, on Wednesday and Thursday, May 4 and 5, in aid of the Methodist Church building fund. xyxy=(226,75,334,114)
nurse-heading: A DISTINGUISHED NURSE. xyxy=(74,593,178,602)
enamel-firm: SIMS HARDWARE, Cuba Street. xyxy=(861,982,1007,993)
mission-text: The first annual meeting of parishioners of St. Matthew's Church, Brooklyn, was held last evening, the Vicar, Rev. H. E. Hobday, presiding. The vicar in his report stated that the year's work had been very satisfactory. xyxy=(543,1153,651,1199)
electors-line: Every vote is wanted. Do not neglect to vote, and regret it when it is too late. xyxy=(350,149,524,165)
children-heading: A CHILDREN'S EXHIBITION. xyxy=(251,55,309,73)
hw-firm: WAIRARAPA BACON FACTORY. xyxy=(802,1150,906,1158)
wwk-title: Women Who Know. xyxy=(549,62,769,99)
tutschka-title: DRESSMAKER AND LADIES' TAILOR, xyxy=(792,1397,912,1405)
corr-heading: ANSWER TO CORRESPONDENT. xyxy=(63,723,189,732)
enamel-line: PRESERVE PANS, 4s., 5s. 6d., 6s. 9d. xyxy=(824,956,930,963)
florist-firm: Miss Murray, Vice-Regal Florist, 36 Willis Street, Wellington. xyxy=(782,1488,906,1503)
enamel-stake: WE STAKE OUR REPUTATION ON THE GOODS, AND WILL STAND BY EVERY ARTICLE. xyxy=(805,919,1063,933)
floor-q1: What about Saving xyxy=(864,118,999,137)
hair-text: The death of Miss Isla Stewart, matron of St. Bartholomew's Hospital, is a great loss to the nursing profession. She was a most able, genial, and public-spirited woman. xyxy=(34,884,218,907)
grey-text: No one need have grey hair, for "Miss Neil Restorer" will completely restore it to its original shade. Price 2s. 6d. xyxy=(664,1138,767,1161)
zoo-text: A sale of work and industrial exhibition that is of special interest to children is to be held in the hall, Karori, on Wednesday and Thursday, May 4 and 5, in aid of the Methodist Church building fund. xyxy=(226,724,334,763)
school-text: At a meeting of householders the following were elected members of the Pahiatua School Committee: Messrs. Frederick Bruby, F. Taylor, A. Harris, W. Bradley, H. Tregeathen, C. Corter, and G. H. Taylor. xyxy=(340,999,434,1053)
bald-q1: IS YOUR HAIR THIN? xyxy=(670,595,761,605)
after-caption: After Using. xyxy=(722,720,758,726)
masthead xyxy=(30,14,1086,42)
lino-lines xyxy=(784,329,1084,409)
womans-world-column-1 xyxy=(34,50,218,1630)
featherston-heading: DANCE AT FEATHERSTON. xyxy=(227,194,333,203)
hints-text: SUPERFLUOUS Hair destroyed, 2s. 6d. Face and Body Massage, Shampooing, Hairdressing, Chiropody. Consultation free. Lambton Quay. xyxy=(226,921,334,952)
brussels-item: 10½ft. 6in. x 10ft. 6in. £4 17s. 6d. xyxy=(863,483,951,491)
florist-ad xyxy=(782,1458,922,1521)
